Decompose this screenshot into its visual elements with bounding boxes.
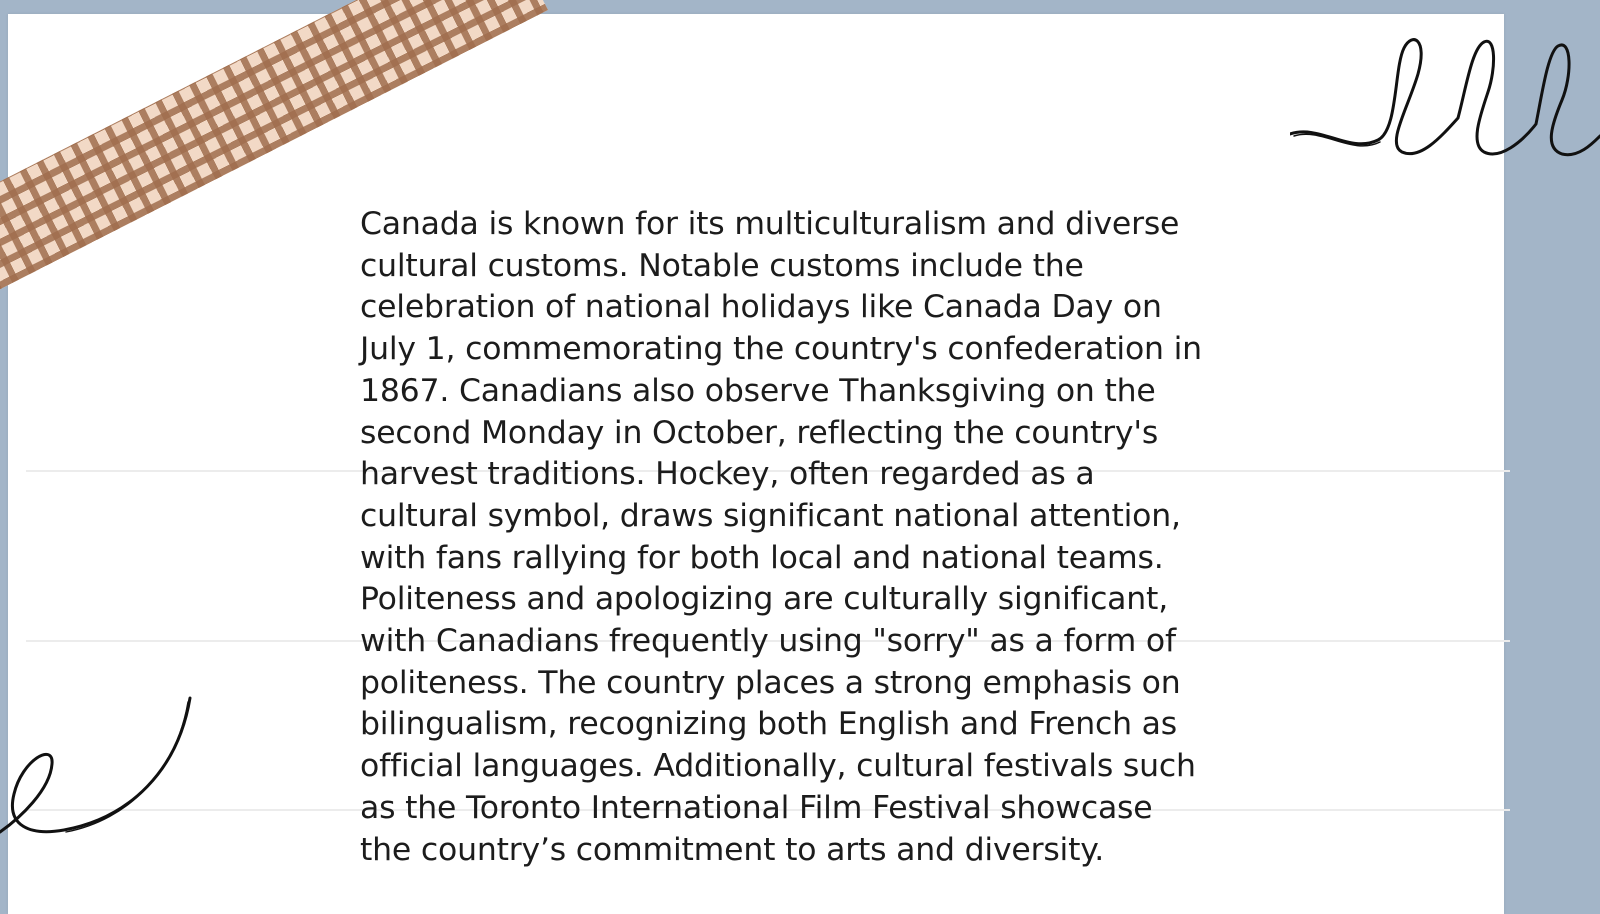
loop-squiggle-decoration (1290, 28, 1600, 168)
swirl-squiggle-decoration (0, 690, 200, 850)
body-paragraph: Canada is known for its multiculturalism and diverse cultural customs. Notable customs include the celebration of national holidays like Canada Day on July 1, commemorating the country's confederation in 1867. Canadians also observe Thanksgiving on the second Monday in October, reflecting the country's harvest traditions. Hockey, often regarded as a cultural symbol, draws significant national attention, with fans rallying for both local and national teams. Politeness and apologizing are culturally significant, with Canadians frequently using "sorry" as a form of politeness. The country places a strong emphasis on bilingualism, recognizing both English and French as official languages. Additionally, cultural festivals such as the Toronto International Film Festival showcase the country’s commitment to arts and diversity. (360, 206, 1202, 868)
